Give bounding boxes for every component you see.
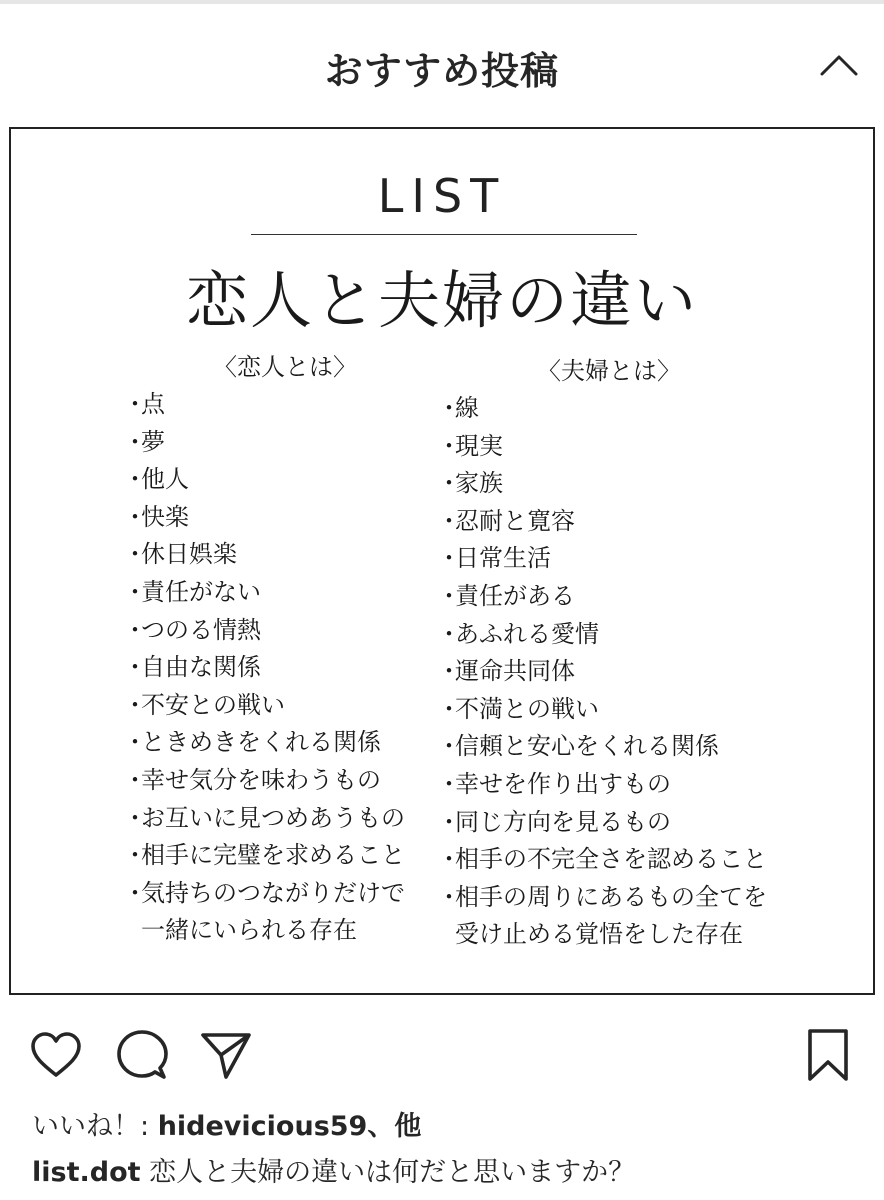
chevron-up-icon [819,53,859,77]
list-item: ・幸せを作り出すもの [437,769,671,798]
list-item: ・夢 [123,427,165,456]
share-icon [200,1029,252,1081]
page-title: おすすめ投稿 [324,49,560,93]
list-item: ・家族 [437,469,503,498]
lovers-column-heading: 〈恋人とは〉 [213,353,357,381]
post-image-title: 恋人と夫婦の違い [185,264,698,337]
list-item: ・つのる情熱 [123,615,261,644]
list-item: ・信頼と安心をくれる関係 [437,732,719,761]
likes-summary [32,1104,421,1143]
collapse-button[interactable] [814,40,864,90]
bookmark-icon [806,1028,850,1082]
list-item: ・不安との戦い [123,690,285,719]
like-button[interactable] [26,1022,86,1088]
list-item: ・運命共同体 [437,657,575,686]
list-item: ・日常生活 [437,544,551,573]
list-item: ・相手に完璧を求めること [123,841,405,870]
list-item: ・相手の不完全さを認めること [437,845,767,874]
list-item: ・責任がある [437,581,575,610]
list-item: ・責任がない [123,577,261,606]
likes-prefix: いいね！: [32,1111,158,1142]
liked-by-user-link[interactable]: hidevicious59 [157,1111,368,1142]
list-item: ・気持ちのつながりだけで [123,878,405,907]
post-caption [32,1150,635,1189]
lovers-column [123,347,433,950]
list-item: ・点 [123,390,165,418]
list-item: ・お互いに見つめあうもの [123,803,405,832]
post-image[interactable] [9,127,875,995]
list-item: ・相手の周りにあるもの全てを [437,882,767,911]
list-item: ・幸せ気分を味わうもの [123,765,381,794]
title-divider [251,234,637,235]
list-item-continuation: 受け止める覚悟をした存在 [455,920,743,949]
list-item: ・休日娯楽 [123,540,237,569]
list-item: ・現実 [437,431,503,460]
share-button[interactable] [196,1022,256,1088]
heart-icon [30,1031,82,1079]
list-item: ・同じ方向を見るもの [437,807,671,836]
brand-logo-text: LIST [377,169,507,223]
list-item: ・他人 [123,465,189,494]
list-item: ・快楽 [123,502,189,531]
likes-suffix-link[interactable]: 、他 [367,1111,422,1142]
list-item-continuation: 一緒にいられる存在 [141,916,357,945]
list-item: ・あふれる愛情 [437,619,599,648]
list-item: ・ときめきをくれる関係 [123,728,381,757]
caption-text: 恋人と夫婦の違いは何だと思いますか？ [140,1157,636,1188]
header [0,4,884,120]
bookmark-button[interactable] [798,1022,858,1088]
list-item: ・不満との戦い [437,694,599,723]
comment-button[interactable] [112,1022,172,1088]
couples-column [437,351,797,954]
post-actions [0,1022,884,1088]
list-item: ・自由な関係 [123,653,261,682]
list-item: ・線 [437,394,479,422]
caption-username-link[interactable]: list.dot [32,1157,141,1188]
comment-icon [116,1029,168,1081]
couples-column-heading: 〈夫婦とは〉 [537,357,681,385]
list-item: ・忍耐と寛容 [437,506,575,535]
